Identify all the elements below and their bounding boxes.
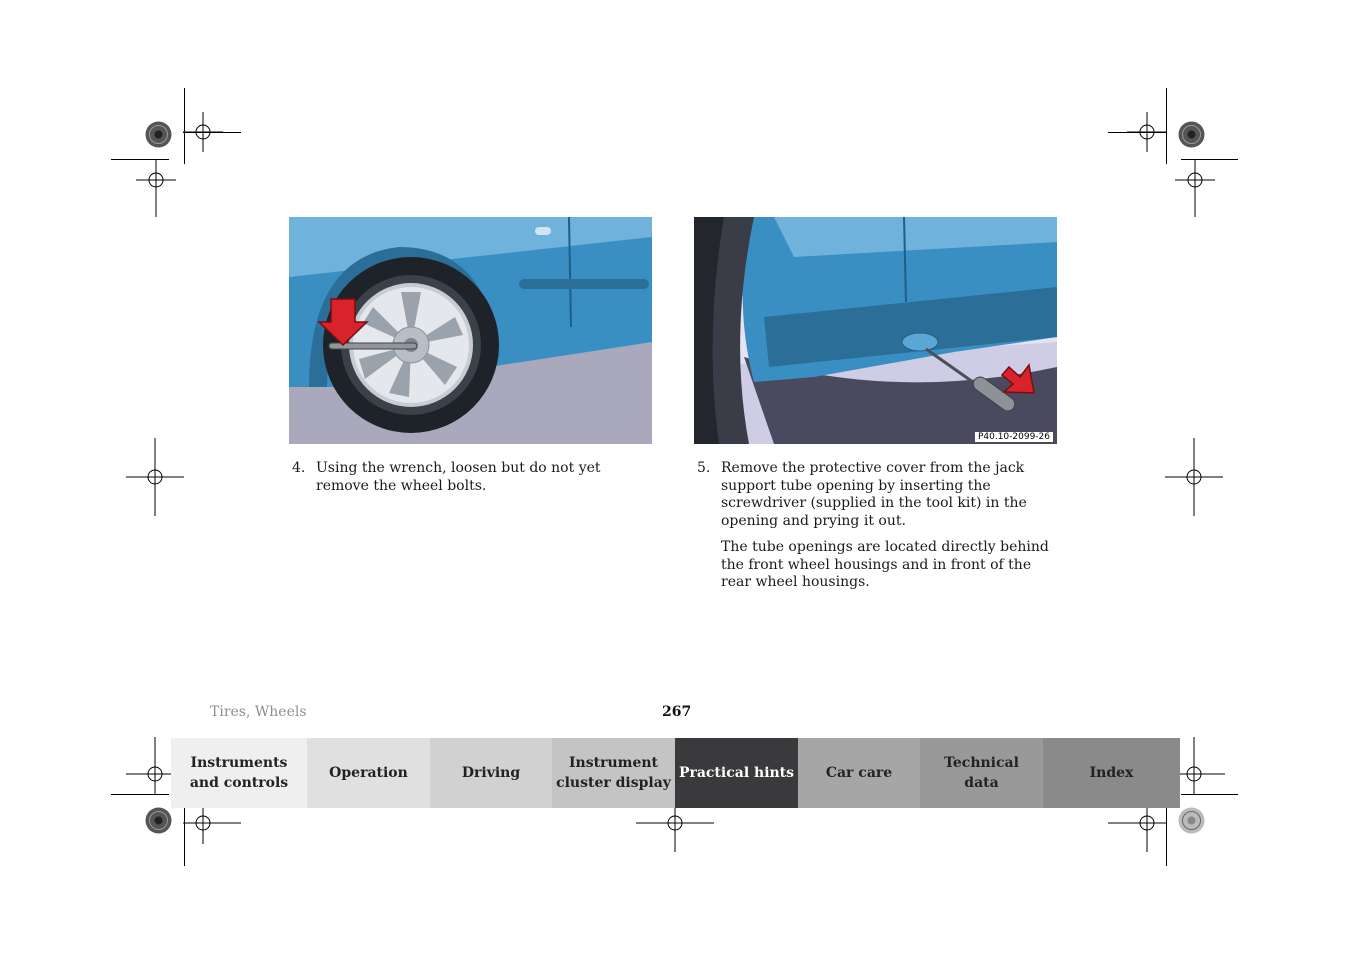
tab-operation[interactable]: Operation [307, 738, 430, 808]
tab-car-care[interactable]: Car care [798, 738, 920, 808]
crosshair-icon [1108, 804, 1168, 852]
crosshair-icon [1165, 438, 1225, 516]
chapter-tab-bar [171, 738, 1180, 808]
jack-cover-illustration [694, 217, 1057, 444]
step-text: Using the wrench, loosen but do not yet remove the wheel bolts. [316, 460, 601, 494]
tab-instruments-and-controls[interactable]: Instruments and controls [171, 738, 307, 808]
step-number: 4. [292, 460, 306, 476]
step-note: The tube openings are located directly behind the front wheel housings and in front of the rear wheel housings. [721, 539, 1049, 590]
crosshair-icon [636, 804, 714, 852]
tab-instrument-cluster-display[interactable]: Instrument cluster display [552, 738, 675, 808]
registration-disc-icon [145, 121, 172, 148]
tab-practical-hints[interactable]: Practical hints [675, 738, 798, 808]
crosshair-icon [136, 160, 176, 220]
step-number: 5. [697, 460, 711, 476]
wheel-wrench-illustration [289, 217, 652, 444]
crosshair-icon [126, 438, 186, 516]
tab-technical-data[interactable]: Technical data [920, 738, 1043, 808]
tab-driving[interactable]: Driving [430, 738, 552, 808]
section-label: Tires, Wheels [210, 704, 307, 720]
tab-index[interactable]: Index [1043, 738, 1180, 808]
registration-disc-icon [1178, 121, 1205, 148]
page-number: 267 [662, 704, 692, 720]
registration-disc-icon [145, 807, 172, 834]
registration-disc-icon [1178, 807, 1205, 834]
figure-code: P40.10-2099-26 [975, 432, 1053, 442]
crosshair-icon [1175, 160, 1215, 220]
step-4 [292, 460, 657, 504]
step-5 [697, 460, 1062, 601]
crosshair-icon [183, 804, 243, 844]
step-text: Remove the protective cover from the jack support tube opening by inserting the screwdriver (supplied in the tool kit) in the opening and prying it out. [721, 460, 1027, 529]
